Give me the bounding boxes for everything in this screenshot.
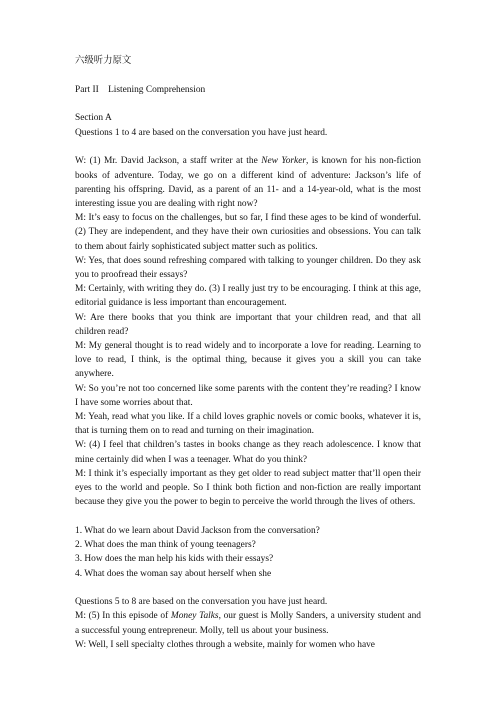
questions-intro-1-4: Questions 1 to 4 are based on the conversation you have just heard.: [75, 127, 328, 138]
dialogue-turn: W: (1) Mr. David Jackson, a staff writer at the New Yorker, is known for his non-fiction books of adventure. Today, we go on a different kind of adventure: Jackson’s life of parenting his offspring. David, as a parent of an 11- and a 14-year-old, what is the most interesting issue you are dealing with right now?: [75, 156, 421, 209]
dialogue-turn: W: Yes, that does sound refreshing compared with talking to younger children. Do they ask you to proofread their essays?: [75, 255, 421, 280]
question-item: 3. How does the man help his kids with their essays?: [75, 554, 274, 565]
dialogue-turn: M: Certainly, with writing they do. (3) I really just try to be encouraging. I think at this age, editorial guidance is less important than encouragement.: [75, 284, 421, 309]
conversation-2: [75, 609, 421, 652]
dialogue-turn: W: Well, I sell specialty clothes through a website, mainly for women who have: [75, 639, 375, 650]
question-item: 2. What does the man think of young teenagers?: [75, 540, 256, 551]
dialogue-turn: W: So you’re not too concerned like some parents with the content they’re reading? I know I have some worries about that.: [75, 383, 421, 408]
conversation-1: [75, 154, 421, 509]
spacer: [75, 140, 421, 155]
spacer: [75, 581, 421, 596]
spacer: [75, 97, 421, 112]
dialogue-turn: W: (4) I feel that children’s tastes in books change as they reach adolescence. I know that mine certainly did when I was a teenager. What do you think?: [75, 440, 421, 465]
dialogue-turn: W: Are there books that you think are important that your children read, and that all children read?: [75, 312, 421, 337]
dialogue-turn: M: Yeah, read what you like. If a child loves graphic novels or comic books, whatever it is, that is turning them on to read and turning on their imagination.: [75, 411, 421, 437]
dialogue-turn: M: It’s easy to focus on the challenges, but so far, I find these ages to be kind of wonderful. (2) They are independent, and they have their own curiosities and obsessions. You can talk to them about fairly sophisticated subject matter such as politics.: [75, 213, 421, 252]
questions-intro-5-8: Questions 5 to 8 are based on the conversation you have just heard.: [75, 597, 328, 608]
dialogue-turn: M: My general thought is to read widely and to incorporate a love for reading. Learning to love to read, I think, is the optimal thing, because it gives you a skill you can take anywhere.: [75, 340, 421, 380]
dialogue-turn: M: (5) In this episode of Money Talks, our guest is Molly Sanders, a university student and a successful young entrepreneur. Molly, tell us about your business.: [75, 611, 421, 636]
spacer: [75, 509, 421, 524]
question-item: 4. What does the woman say about herself when she: [75, 568, 272, 579]
dialogue-turn: M: I think it’s especially important as they get older to read subject matter that’ll open their eyes to the world and people. So I think both fiction and non-fiction are really important because they give you the power to begin to perceive the world through the lives of others.: [75, 468, 421, 508]
spacer: [75, 68, 421, 83]
section-heading: Section A: [75, 113, 112, 124]
document-title: 六级听力原文: [75, 56, 132, 66]
part-heading: Part II Listening Comprehension: [75, 84, 206, 95]
question-list-1-4: [75, 524, 421, 581]
question-item: 1. What do we learn about David Jackson from the conversation?: [75, 525, 320, 536]
